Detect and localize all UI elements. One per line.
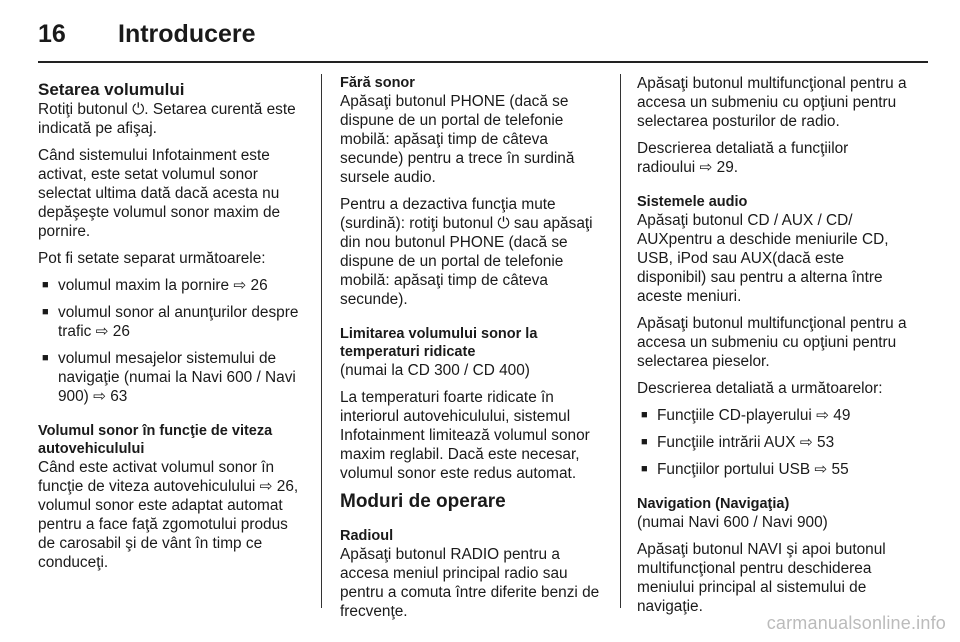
column-2 <box>340 74 608 629</box>
paragraph: Când este activat volumul sonor în funcţie de viteza autovehiculului ⇨ 26, volumul sonor este adaptat automat pentru a face faţă zgomotului produs de carosabil şi de vânt în timp ce conduceţi. <box>38 459 299 571</box>
list-item-text: Funcţiile intrării AUX ⇨ 53 <box>657 434 835 451</box>
paragraph: Apăsaţi butonul multifuncţional pentru a accesa un submeniu cu opţiuni pentru selectarea pieselor. <box>637 315 907 370</box>
heading-volume: Setarea volumului <box>38 80 185 99</box>
heading-mute: Fără sonor <box>340 75 415 91</box>
heading-navigation: Navigation (Navigaţia) <box>637 496 790 512</box>
heading-volume-limit: Limitarea volumului sonor la temperaturi ridicate <box>340 326 538 360</box>
list-item <box>637 460 907 479</box>
paragraph: Apăsaţi butonul PHONE (dacă se dispune de un portal de telefonie mobilă: apăsaţi timp de câteva secunde) pentru a trece în surdină sursele audio. <box>340 93 575 186</box>
column-1 <box>38 74 308 580</box>
bullet-icon: ■ <box>42 279 49 291</box>
column-divider-1 <box>321 74 322 608</box>
paragraph: (numai la CD 300 / CD 400) <box>340 362 530 379</box>
paragraph: Apăsaţi butonul multifuncţional pentru a accesa un submeniu cu opţiuni pentru selectarea posturilor de radio. <box>637 75 907 130</box>
list-item-text: volumul sonor al anunţurilor despre trafic ⇨ 26 <box>58 304 299 340</box>
list-item-text: Funcţiile CD-playerului ⇨ 49 <box>657 407 851 424</box>
paragraph: Pentru a dezactiva funcţia mute (surdină): rotiţi butonul ⏻ sau apăsaţi din nou butonul PHONE (dacă se dispune de un portal de telefonie mobilă: apăsaţi timp de câteva secunde). <box>340 196 593 308</box>
paragraph: La temperaturi foarte ridicate în interiorul autovehiculului, sistemul Infotainment limitează volumul sonor maxim reglabil. Dacă este necesar, volumul sonor este redus automat. <box>340 389 590 482</box>
heading-operating-modes: Moduri de operare <box>340 491 506 512</box>
paragraph: Apăsaţi butonul NAVI şi apoi butonul multifuncţional pentru deschiderea meniului principal al sistemului de navigaţie. <box>637 541 886 615</box>
paragraph: Pot fi setate separat următoarele: <box>38 250 266 267</box>
bullet-icon: ■ <box>42 306 49 318</box>
bullet-icon: ■ <box>641 436 648 448</box>
list-item <box>38 349 308 406</box>
paragraph: Rotiţi butonul ⏻. Setarea curentă este indicată pe afişaj. <box>38 101 296 137</box>
page-title: Introducere <box>118 20 256 48</box>
bullet-list <box>38 276 308 406</box>
paragraph: Apăsaţi butonul CD / AUX / CD/ AUXpentru a deschide meniurile CD, USB, iPod sau AUX(dacă este disponibil) sau pentru a alterna între aceste meniuri. <box>637 212 889 305</box>
column-divider-2 <box>620 74 621 608</box>
column-3 <box>637 74 907 624</box>
paragraph: (numai Navi 600 / Navi 900) <box>637 514 828 531</box>
bullet-icon: ■ <box>42 352 49 364</box>
page-number: 16 <box>38 20 66 48</box>
heading-radio: Radioul <box>340 528 394 544</box>
paragraph: Descrierea detaliată a următoarelor: <box>637 380 883 397</box>
list-item-text: volumul mesajelor sistemului de navigaţie (numai la Navi 600 / Navi 900) ⇨ 63 <box>58 350 296 405</box>
header-rule <box>38 61 928 63</box>
page-header <box>38 14 928 54</box>
list-item <box>637 433 907 452</box>
bullet-list <box>637 406 907 479</box>
list-item <box>637 406 907 425</box>
heading-audio-systems: Sistemele audio <box>637 194 748 210</box>
paragraph: Când sistemului Infotainment este activat, este setat volumul sonor selectat ultima dată dacă acesta nu depăşeşte volumul sonor maxim de pornire. <box>38 147 281 240</box>
bullet-icon: ■ <box>641 409 648 421</box>
list-item-text: Funcţiilor portului USB ⇨ 55 <box>657 461 849 478</box>
paragraph: Descrierea detaliată a funcţiilor radioului ⇨ 29. <box>637 140 849 176</box>
paragraph: Apăsaţi butonul RADIO pentru a accesa meniul principal radio sau pentru a comuta între diferite benzi de frecvenţe. <box>340 546 600 620</box>
list-item-text: volumul maxim la pornire ⇨ 26 <box>58 277 268 294</box>
watermark: carmanualsonline.info <box>766 613 946 633</box>
list-item <box>38 303 308 341</box>
bullet-icon: ■ <box>641 463 648 475</box>
heading-speed-volume: Volumul sonor în funcţie de viteza autovehiculului <box>38 423 273 457</box>
list-item <box>38 276 308 295</box>
